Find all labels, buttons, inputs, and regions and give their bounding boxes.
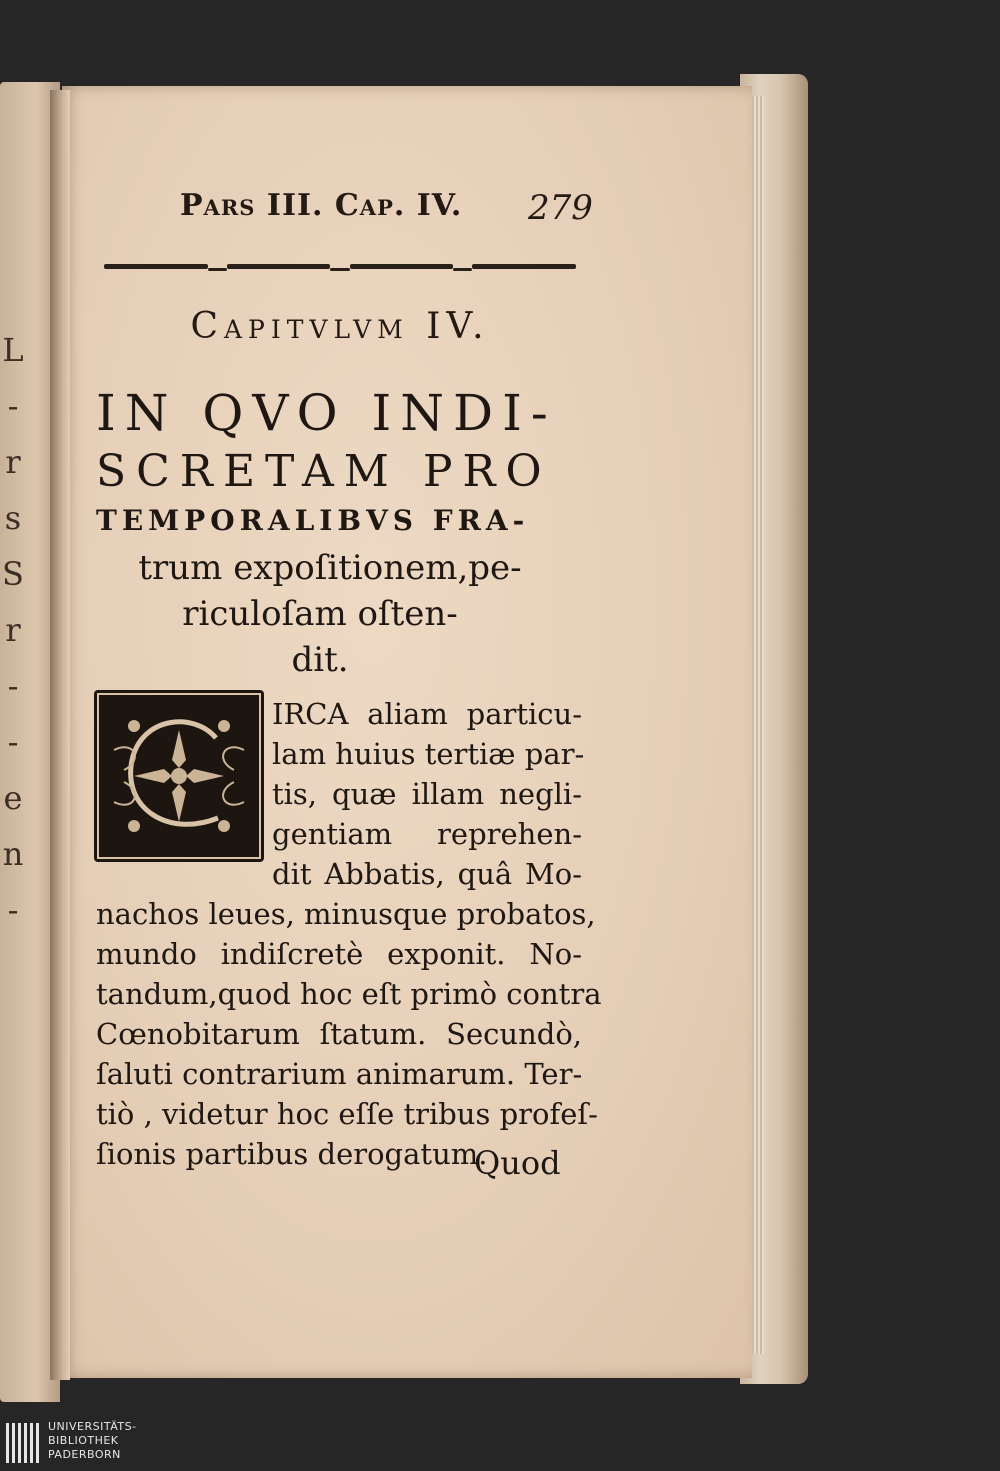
left-glyph: S	[2, 555, 24, 593]
left-page-glyphs	[2, 322, 24, 938]
body-line: ſaluti contrarium animarum. Ter-	[96, 1057, 583, 1091]
page-number: 279	[528, 188, 593, 228]
body-line: mundo indiſcretè exponit. No-	[96, 937, 582, 971]
left-glyph: s	[4, 499, 22, 537]
left-glyph: L	[2, 331, 24, 369]
decorated-initial	[94, 690, 264, 862]
left-glyph: r	[5, 611, 21, 649]
chapter-title-line: TEMPORALIBVS FRA-	[96, 504, 530, 537]
left-glyph: -	[7, 891, 19, 929]
chapter-heading: Capitvlvm IV.	[190, 306, 490, 347]
running-head: Pars III. Cap. IV.	[180, 188, 463, 223]
left-glyph: r	[5, 443, 21, 481]
library-name-line: UNIVERSITÄTS-	[48, 1420, 137, 1433]
body-line: tis, quæ illam negli-	[272, 777, 582, 811]
body-text-beside-initial	[272, 694, 585, 894]
floral-ornament-icon	[94, 690, 264, 862]
library-name-line: PADERBORN	[48, 1448, 121, 1461]
body-line: gentiam reprehen-	[272, 817, 582, 851]
body-line: nachos leues, minusque probatos,	[96, 897, 596, 931]
library-name	[48, 1420, 137, 1462]
body-line: Cœnobitarum ſtatum. Secundò,	[96, 1017, 582, 1051]
chapter-title-line: SCRETAM PRO	[96, 446, 552, 497]
chapter-title-line: IN QVO INDI-	[96, 384, 557, 442]
library-logo-icon	[6, 1421, 40, 1465]
header-rule	[104, 262, 576, 276]
chapter-title-line: trum expoſitionem,pe-	[138, 548, 522, 588]
body-line: dit Abbatis, quâ Mo-	[272, 857, 582, 891]
chapter-title-line: dit.	[291, 640, 349, 680]
book-gutter	[50, 90, 70, 1380]
body-line: tiò , videtur hoc eſſe tribus profeſ-	[96, 1097, 598, 1131]
footer-bar	[0, 1415, 1000, 1471]
left-glyph: -	[7, 387, 19, 425]
body-line: ſionis partibus derogatum.	[96, 1137, 488, 1171]
chapter-title-line: riculoſam oſten-	[182, 594, 458, 634]
library-name-line: BIBLIOTHEK	[48, 1434, 119, 1447]
left-glyph: -	[7, 667, 19, 705]
body-line: tandum,quod hoc eſt primò contra	[96, 977, 602, 1011]
body-line: lam huius tertiæ par-	[272, 737, 585, 771]
body-text-full-width	[96, 894, 602, 1174]
body-line: IRCA aliam particu-	[272, 697, 582, 731]
left-glyph: e	[3, 779, 23, 817]
left-glyph: -	[7, 723, 19, 761]
left-glyph: n	[2, 835, 24, 873]
catchword: Quod	[474, 1144, 561, 1182]
